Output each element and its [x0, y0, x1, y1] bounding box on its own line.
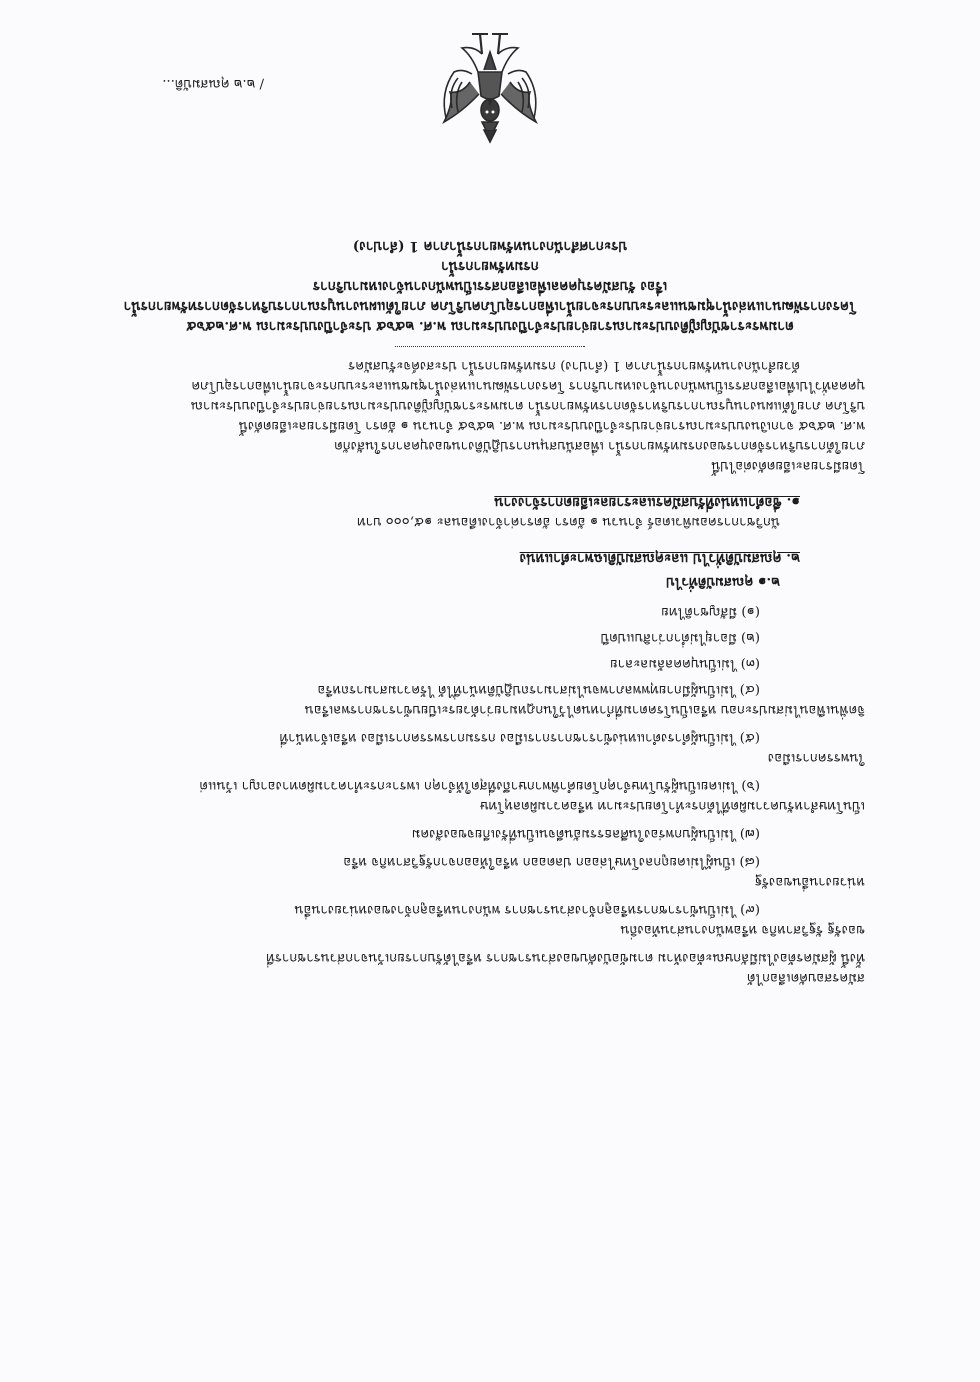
list-item-continued: จิตฟั่นเฟือนไม่สมประกอบ หรือเป็นโรคตามที่กำหนดไว้ในกฎหมายว่าด้วยระเบียบข้าราชการพลเรือน	[304, 702, 865, 717]
section-2-1-subheading: ๒.๑ คุณสมบัติทั่วไป	[666, 574, 780, 590]
list-item: (๖) ไม่เคยเป็นผู้รับโทษจำคุกโดยคำพิพากษาถึงที่สุดให้จำคุก เพราะกระทำความผิดทางอาญา เว้นแต่	[199, 778, 760, 793]
subject-line: เรื่อง รับสมัครบุคคลเพื่อเลือกสรรเป็นพนักงานจ้างเหมาบริการ	[312, 278, 668, 294]
department-name: กรมทรัพยากรน้ำ	[441, 258, 539, 274]
intro-line-3: บริโภค ภายใต้แผนงานบูรณาการบริหารจัดการทรัพยากรน้ำ ตามพระราชบัญญัติงบประมาณรายจ่ายประจำปีงบประมาณ	[190, 398, 865, 413]
intro-line-1: ด้วยสำนักงานทรัพยากรน้ำภาค 1 (ลำปาง) กรมทรัพยากรน้ำ ประสงค์จะรับสมัคร	[348, 358, 800, 373]
list-item: (๘) เป็นผู้ไม่เคยถูกลงโทษไล่ออก ปลดออก หรือให้ออกจากรัฐวิสาหกิจ หรือ	[343, 854, 760, 869]
list-item: (๗) ไม่เป็นผู้บกพร่องในศีลธรรมอันดีจนเป็นที่รังเกียจของสังคม	[411, 826, 760, 841]
intro-line-6: โดยมีรายละเอียดดังต่อไปนี้	[711, 458, 865, 473]
list-item: (๒) มีอายุไม่ต่ำกว่าสิบแปดปี	[600, 630, 760, 645]
project-line: โครงการพัฒนาแหล่งน้ำชุมชนและระบบกระจายน้ำเพื่อการอุปโภคบริโภค ภายใต้แผนงานบูรณาการบริหารจัดการทรัพยากรน้ำ	[123, 298, 857, 314]
section-1-body: นักวิชาการคอมพิวเตอร์ จำนวน ๑ อัตรา อัตราค่าจ้างเดือนละ ๑๕,๐๐๐ บาท	[356, 514, 780, 529]
list-item: (๙) ไม่เป็นข้าราชการหรือลูกจ้างส่วนราชการ พนักงานหรือลูกจ้างของหน่วยงานอื่น	[294, 902, 760, 917]
section-2-heading: ๒. คุณสมบัติทั่วไป และคุณสมบัติเฉพาะตำแหน่ง	[519, 550, 800, 566]
intro-line-5: ภายใต้การบริหารจัดการของกรมทรัพยากรน้ำ เพื่อสนับสนุนการปฏิบัติงานของบุคลากรในสังกัด	[334, 438, 865, 453]
list-item-continued: เป็นโทษสำหรับความผิดที่ได้กระทำโดยประมาท หรือความผิดลหุโทษ	[479, 798, 865, 813]
garuda-emblem-icon	[432, 22, 548, 152]
list-item-continued: ของรัฐ รัฐวิสาหกิจ หรือพนักงานส่วนท้องถิ่น	[620, 922, 865, 937]
page-continuation: / ๒.๒ คุณสมบัติ...	[162, 76, 264, 91]
note-line: ทั้งนี้ ผู้สมัครต้องไม่มีลักษณะต้องห้าม ตามข้อบังคับของส่วนราชการ หรือได้รับการยกเว้นจากส่วนราชการที่	[266, 950, 865, 965]
list-item: (๓) ไม่เป็นบุคคลล้มละลาย	[610, 656, 760, 671]
separator-line	[395, 346, 585, 347]
list-item: (๔) ไม่เป็นผู้มีกายทุพพลภาพจนไม่สามารถปฏิบัติหน้าที่ได้ ไร้ความสามารถหรือ	[317, 682, 760, 697]
section-1-heading: ๑. ชื่อตำแหน่งที่รับสมัครและรายละเอียดการจ้างงาน	[494, 494, 800, 510]
intro-line-2: บุคคลทั่วไปเพื่อเลือกสรรเป็นพนักงานจ้างเหมาบริการ โครงการพัฒนาแหล่งน้ำชุมชนและระบบกระจายน้ำเพื่อการอุปโภค	[191, 378, 865, 393]
list-item: (๑) มีสัญชาติไทย	[661, 604, 760, 619]
note-line-continued: สมัครสอบคัดเลือกได้	[746, 970, 865, 985]
list-item: (๕) ไม่เป็นผู้ดำรงตำแหน่งข้าราชการการเมือง กรรมการพรรคการเมือง หรือเจ้าหน้าที่	[279, 730, 760, 745]
document-title: ประกาศสำนักงานทรัพยากรน้ำภาค 1 (ลำปาง)	[352, 238, 628, 254]
list-item-continued: หน่วยงานอื่นของรัฐ	[754, 874, 865, 889]
intro-line-4: พ.ศ. ๒๕๖๕ จากเงินงบประมาณรายจ่ายประจำปีงบประมาณ พ.ศ. ๒๕๖๕ จำนวน ๑ อัตรา โดยมีรายละเอียดดังนี้	[238, 418, 865, 433]
act-line: ตามพระราชบัญญัติงบประมาณรายจ่ายประจำปีงบประมาณ พ.ศ. ๒๕๖๕ ประจำปีงบประมาณ พ.ศ.๒๕๖๕	[186, 318, 794, 334]
list-item-continued: ในพรรคการเมือง	[767, 750, 865, 765]
